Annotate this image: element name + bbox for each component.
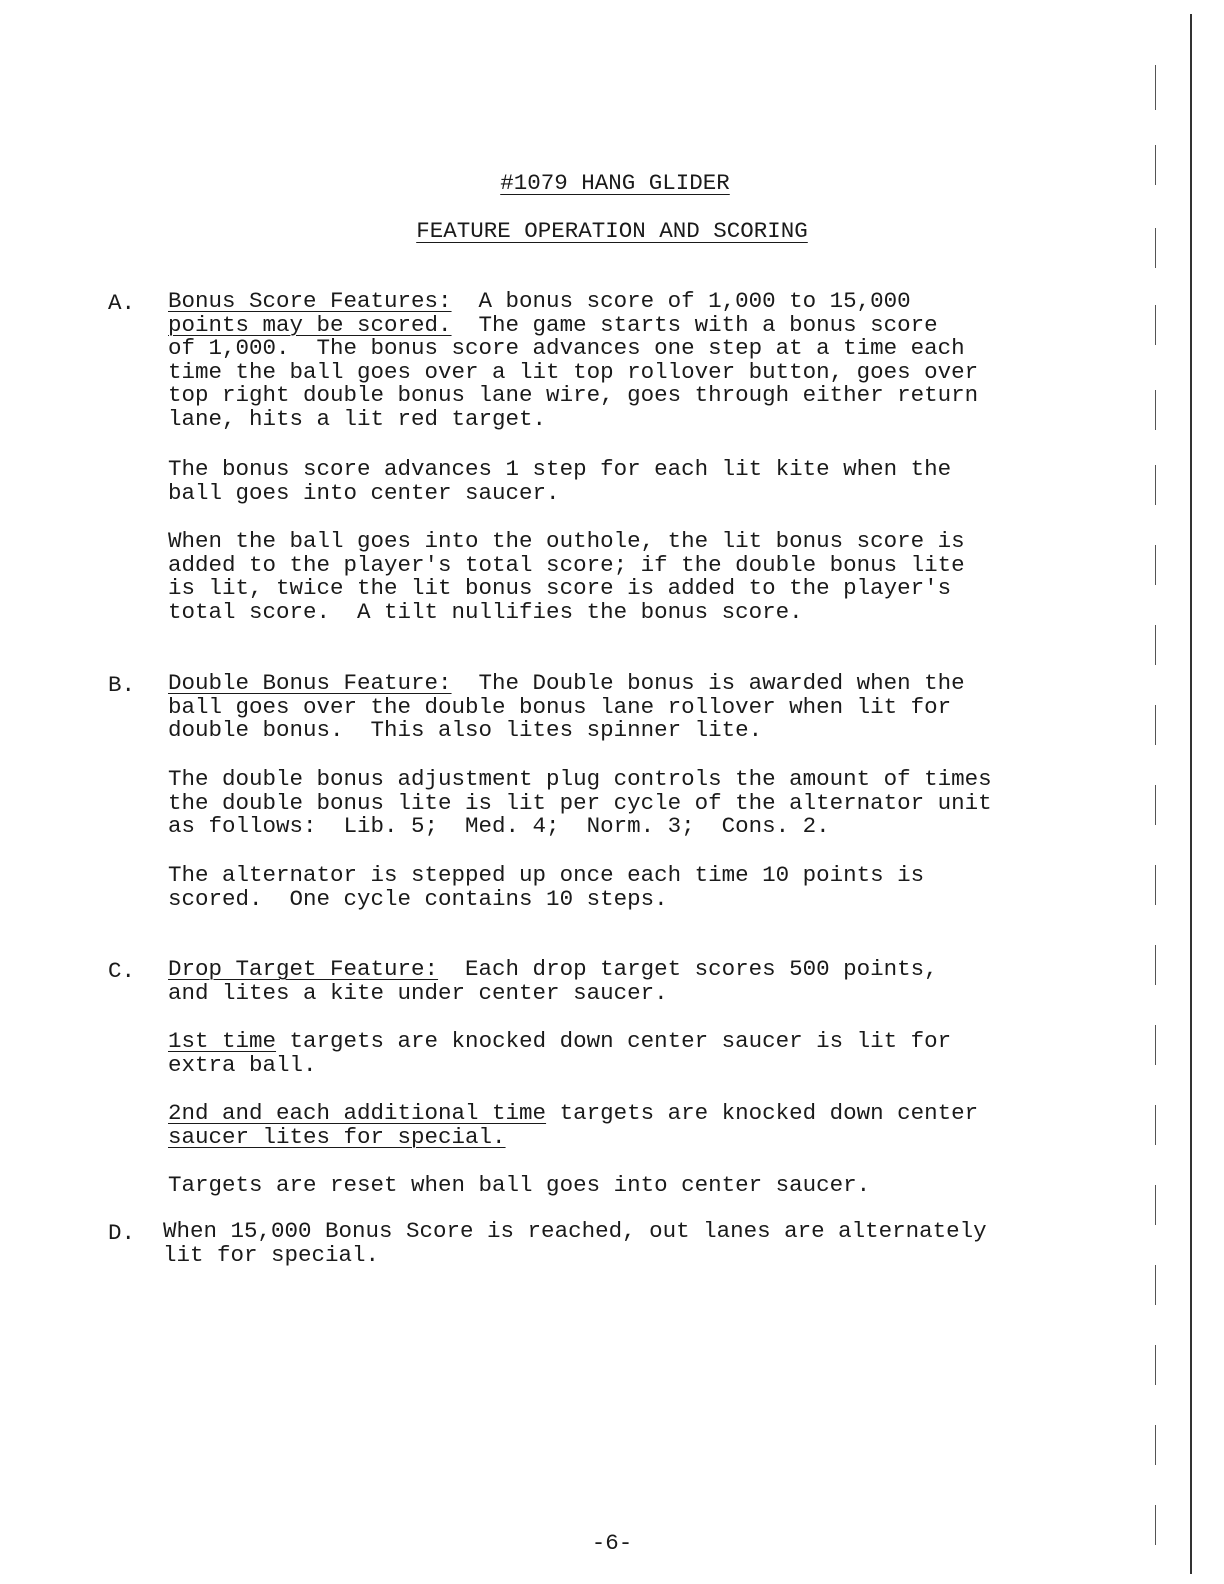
binder-hole-mark xyxy=(1155,1185,1156,1225)
section-c-paragraph-4: Targets are reset when ball goes into center saucer. xyxy=(168,1172,871,1198)
binder-hole-mark xyxy=(1155,1345,1156,1385)
binder-hole-mark xyxy=(1155,1105,1156,1145)
section-b-paragraph-1: Double Bonus Feature: The Double bonus is awarded when the ball goes over the double bonus lane rollover when lit for double bonus. This also lites spinner lite. xyxy=(168,670,965,743)
binder-hole-mark xyxy=(1155,545,1156,585)
binder-hole-mark xyxy=(1155,785,1156,825)
section-letter: B. xyxy=(108,672,136,698)
binder-hole-mark xyxy=(1155,945,1156,985)
binder-hole-mark xyxy=(1155,465,1156,505)
binder-hole-mark xyxy=(1155,145,1156,185)
section-letter: A. xyxy=(108,290,136,316)
section-b-paragraph-3: The alternator is stepped up once each time 10 points is scored. One cycle contains 10 steps. xyxy=(168,862,925,912)
binder-hole-mark xyxy=(1155,865,1156,905)
section-heading: Drop Target Feature: xyxy=(168,956,439,982)
section-letter: D. xyxy=(108,1220,136,1246)
binder-hole-mark xyxy=(1155,1265,1156,1305)
binder-hole-mark xyxy=(1155,1425,1156,1465)
section-c-paragraph-1: Drop Target Feature: Each drop target scores 500 points, and lites a kite under center saucer. xyxy=(168,956,938,1006)
binder-hole-mark xyxy=(1155,305,1156,345)
binder-hole-mark xyxy=(1155,65,1156,110)
section-letter: C. xyxy=(108,958,136,984)
binder-hole-mark xyxy=(1155,705,1156,745)
section-d-paragraph-1: When 15,000 Bonus Score is reached, out lanes are alternately lit for special. xyxy=(163,1218,987,1268)
section-a-paragraph-2: The bonus score advances 1 step for each lit kite when the ball goes into center saucer. xyxy=(168,456,952,506)
binder-hole-mark xyxy=(1155,625,1156,665)
binder-margin-line xyxy=(1190,14,1192,1574)
section-b-paragraph-2: The double bonus adjustment plug controls the amount of times the double bonus lite is lit per cycle of the alternator unit as follows: Lib. 5; Med. 4; Norm. 3; Cons. 2. xyxy=(168,766,992,839)
section-c-paragraph-2: 1st time targets are knocked down center saucer is lit for extra ball. xyxy=(168,1028,952,1078)
section-a-paragraph-3: When the ball goes into the outhole, the lit bonus score is added to the player's total score; if the double bonus lite is lit, twice the lit bonus score is added to the player's total score. A tilt nullifies the bonus score. xyxy=(168,528,965,625)
binder-hole-mark xyxy=(1155,228,1156,268)
binder-hole-mark xyxy=(1155,390,1156,430)
binder-hole-mark xyxy=(1155,1025,1156,1065)
section-a-paragraph-1: Bonus Score Features: A bonus score of 1,000 to 15,000 points may be scored. The game starts with a bonus score of 1,000. The bonus score advances one step at a time each time the ball goes over a lit top rollover button, goes over top right double bonus lane wire, goes through either return lane, hits a lit red target. xyxy=(168,288,979,432)
page-number: -6- xyxy=(591,1530,633,1556)
section-c-paragraph-3: 2nd and each additional time targets are knocked down center saucer lites for special. xyxy=(168,1100,979,1150)
binder-hole-mark xyxy=(1155,1505,1156,1545)
document-title: #1079 HANG GLIDER xyxy=(500,170,730,196)
document-subtitle: FEATURE OPERATION AND SCORING xyxy=(416,218,808,244)
section-heading: Double Bonus Feature: xyxy=(168,670,452,696)
section-heading: Bonus Score Features: xyxy=(168,288,452,314)
